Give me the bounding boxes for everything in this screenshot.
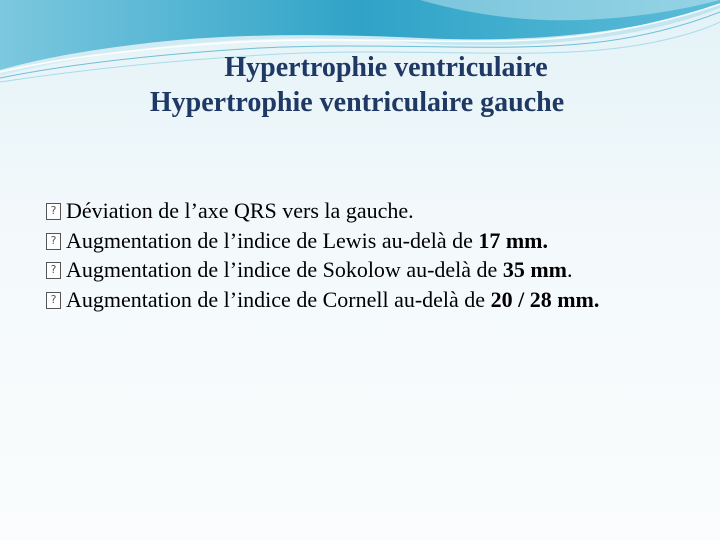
bullet-text: Augmentation de l’indice de Lewis au-delà de [66, 227, 479, 253]
title-line-2: Hypertrophie ventriculaire gauche [149, 87, 565, 118]
missing-glyph-box-icon [46, 203, 61, 220]
missing-glyph-box-icon [46, 292, 61, 309]
bullet-list [46, 196, 686, 314]
bullet-value: 35 mm [502, 257, 567, 282]
bullet-suffix: . [566, 257, 573, 282]
bullet-text: Augmentation de l’indice de Sokolow au-delà de [66, 257, 503, 282]
bullet-value: 20 / 28 mm. [490, 286, 600, 312]
title-line-1: Hypertrophie ventriculaire [224, 52, 548, 83]
missing-glyph-box-icon [46, 262, 61, 279]
bullet-text: Déviation de l’axe QRS vers la gauche. [66, 198, 414, 223]
bullet-item-sokolow [46, 255, 686, 285]
bullet-text: Augmentation de l’indice de Cornell au-delà de [66, 286, 491, 312]
bullet-item-lewis [46, 226, 686, 256]
missing-glyph-box-icon [46, 233, 61, 250]
bullet-item-cornell [46, 285, 686, 315]
bullet-value: 17 mm. [478, 227, 549, 253]
slide-title [0, 50, 720, 120]
bullet-item-qrs-axis [46, 196, 686, 226]
